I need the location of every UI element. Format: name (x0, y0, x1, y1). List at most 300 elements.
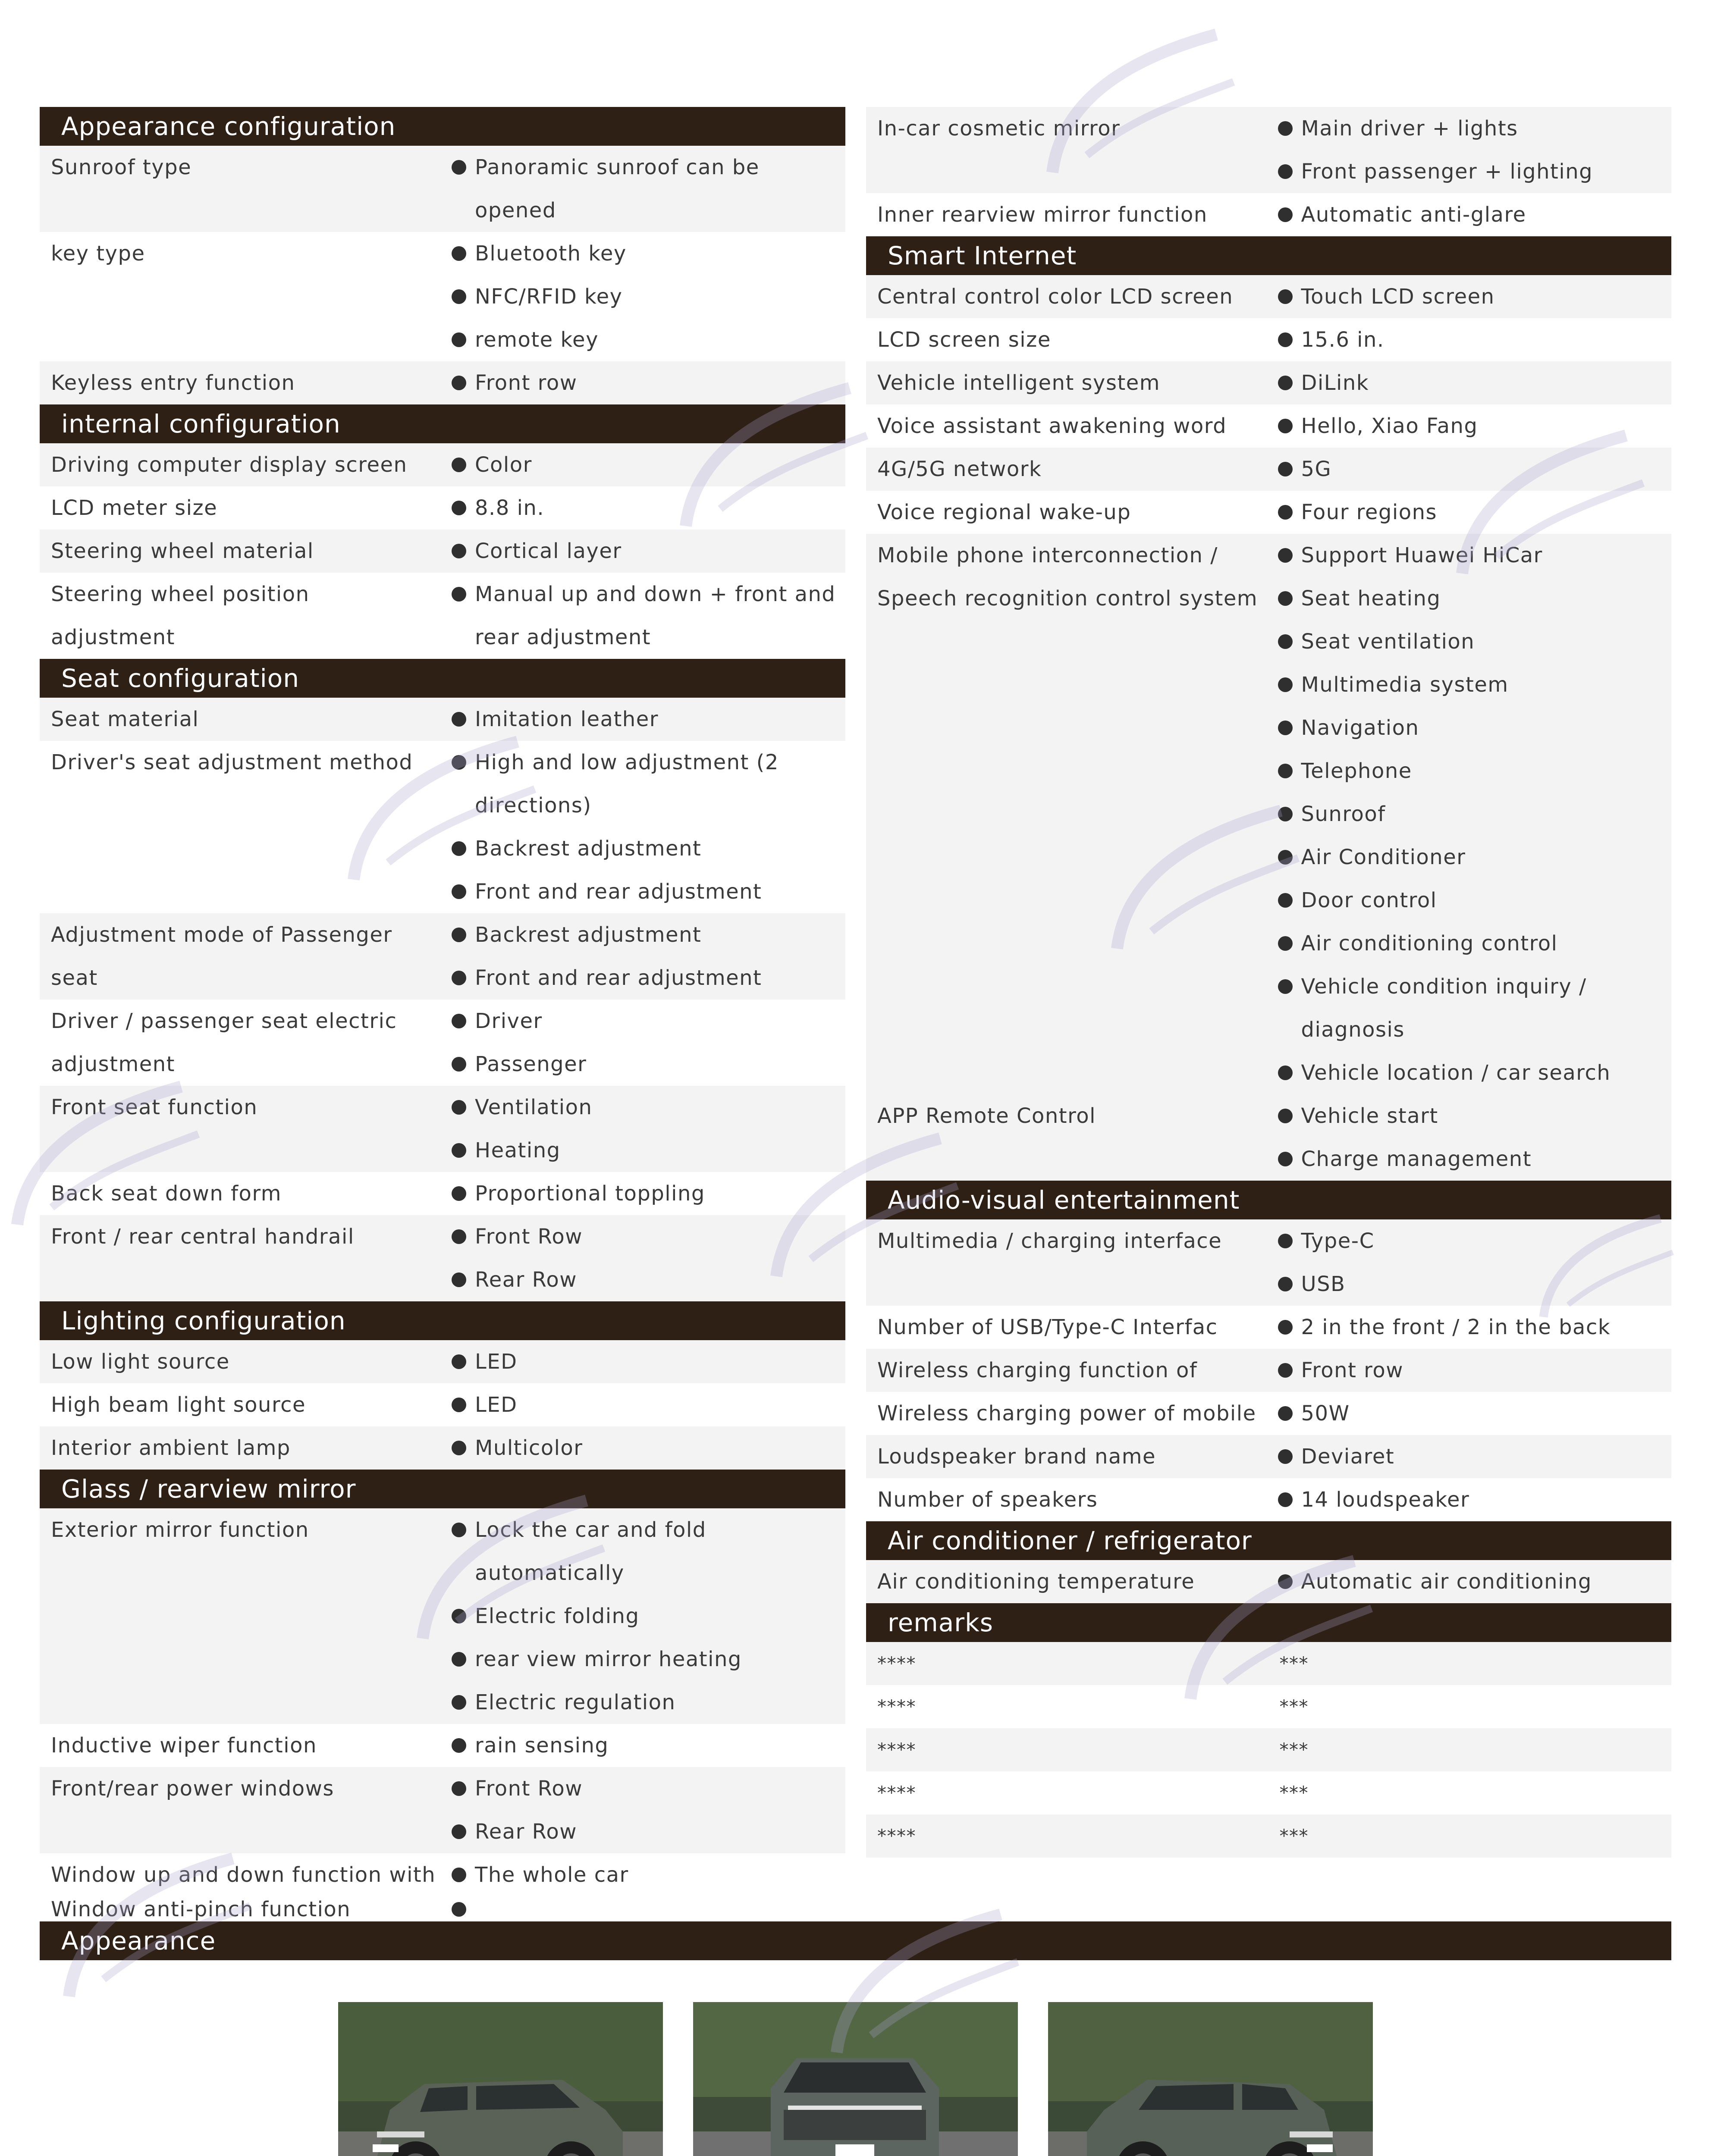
spec-value (452, 486, 845, 530)
spec-row (866, 1349, 1671, 1392)
overflow-row-key: Window anti-pinch function (51, 1897, 351, 1921)
spec-value (452, 146, 845, 189)
spec-values (1268, 1685, 1672, 1728)
spec-value-text: Seat heating (1301, 586, 1441, 611)
spec-label-line: Window up and down function with (51, 1863, 436, 1887)
spec-value (452, 1595, 845, 1638)
spec-value-text: Cortical layer (475, 539, 622, 563)
spec-value-text: Automatic anti-glare (1301, 203, 1526, 227)
spec-label (40, 741, 442, 913)
spec-label-line: **** (877, 1739, 916, 1760)
spec-label (40, 361, 442, 404)
spec-label-line: Loudspeaker brand name (877, 1445, 1156, 1469)
spec-value (452, 1000, 845, 1043)
spec-label (866, 1642, 1268, 1685)
bullet-icon (1278, 893, 1293, 908)
spec-row (866, 1685, 1671, 1728)
spec-value (452, 1551, 845, 1595)
spec-label (866, 107, 1268, 193)
spec-values (442, 741, 845, 913)
spec-value-text: Front passenger + lighting (1301, 160, 1593, 184)
spec-value (452, 1043, 845, 1086)
spec-label-line: Front / rear central handrail (51, 1225, 355, 1249)
spec-value (1278, 1560, 1672, 1603)
spec-value-text: USB (1301, 1272, 1346, 1296)
spec-value-text: Four regions (1301, 500, 1437, 524)
spec-label (866, 1219, 1268, 1306)
spec-values (442, 1340, 845, 1383)
bullet-icon (452, 332, 466, 347)
spec-value (1280, 1814, 1672, 1858)
spec-value (1278, 1478, 1672, 1521)
section-header: Smart Internet (866, 236, 1671, 275)
bullet-icon (452, 971, 466, 985)
spec-value (1278, 193, 1672, 236)
spec-value-text: Front row (475, 371, 578, 395)
spec-value-text: The whole car (475, 1863, 629, 1887)
spec-value-text: Vehicle condition inquiry / (1301, 975, 1587, 999)
spec-value-text: Electric regulation (475, 1690, 676, 1714)
spec-value-text: DiLink (1301, 371, 1369, 395)
spec-label-line: APP Remote Control (877, 1104, 1096, 1128)
spec-value-text: Front and rear adjustment (475, 880, 762, 904)
spec-row (866, 1814, 1671, 1858)
bullet-icon (1278, 721, 1293, 735)
spec-label (866, 1306, 1268, 1349)
appearance-header: Appearance (40, 1921, 1671, 1960)
spec-value (1278, 107, 1672, 150)
spec-row (866, 107, 1671, 193)
spec-label (40, 530, 442, 573)
spec-label-line: Seat material (51, 707, 199, 731)
spec-value (452, 189, 845, 232)
spec-value-text: rear view mirror heating (475, 1647, 742, 1671)
spec-values (1268, 275, 1672, 318)
bullet-icon (452, 1868, 466, 1882)
spec-values (442, 1215, 845, 1301)
spec-label (866, 1349, 1268, 1392)
spec-value-text: Telephone (1301, 759, 1412, 783)
spec-value (1280, 1771, 1672, 1814)
spec-values (442, 443, 845, 486)
spec-label (40, 443, 442, 486)
spec-label-line: Adjustment mode of Passenger (51, 923, 392, 947)
spec-label (866, 534, 1268, 577)
spec-value-text: Imitation leather (475, 707, 659, 731)
bullet-icon (452, 1143, 466, 1158)
spec-label-line: **** (877, 1696, 916, 1717)
bullet-icon (1278, 1320, 1293, 1335)
spec-label (40, 1172, 442, 1215)
spec-label (40, 1724, 442, 1767)
spec-label-line: Low light source (51, 1350, 230, 1374)
spec-value (452, 784, 845, 827)
spec-value (1278, 448, 1672, 491)
spec-value (1278, 275, 1672, 318)
spec-value-text: Automatic air conditioning (1301, 1570, 1592, 1594)
bullet-icon (452, 376, 466, 390)
spec-value (1278, 836, 1672, 879)
spec-value (1278, 1392, 1672, 1435)
car-photo-front (693, 2002, 1018, 2156)
spec-value-text: Proportional toppling (475, 1181, 705, 1206)
spec-value-text: LED (475, 1393, 518, 1417)
bullet-icon (1278, 376, 1293, 390)
spec-value-text: 50W (1301, 1401, 1350, 1426)
bullet-icon (452, 587, 466, 602)
spec-row (866, 534, 1671, 577)
spec-value-text: Support Huawei HiCar (1301, 543, 1543, 567)
spec-values (1268, 1392, 1672, 1435)
spec-label-line (877, 836, 1264, 879)
spec-values (1268, 318, 1672, 361)
bullet-icon (452, 1229, 466, 1244)
spec-values (442, 146, 845, 232)
spec-value (1278, 620, 1672, 663)
bullet-icon (1278, 591, 1293, 606)
spec-value-text: *** (1279, 1825, 1309, 1846)
spec-values (1268, 448, 1672, 491)
bullet-icon (452, 1441, 466, 1455)
spec-label-line: Inner rearview mirror function (877, 203, 1208, 227)
spec-label (40, 1426, 442, 1470)
spec-values (442, 1508, 845, 1724)
spec-value (1278, 749, 1672, 793)
spec-value (452, 1767, 845, 1810)
spec-values (442, 530, 845, 573)
spec-label-line: In-car cosmetic mirror (877, 116, 1121, 141)
bullet-icon (452, 1824, 466, 1839)
spec-value (1278, 1138, 1672, 1181)
spec-row (866, 491, 1671, 534)
spec-value-text: NFC/RFID key (475, 285, 623, 309)
spec-row (40, 1767, 845, 1853)
spec-label (866, 1560, 1268, 1603)
spec-label-line: Sunroof type (51, 155, 192, 179)
spec-value (1278, 1263, 1672, 1306)
spec-label-line: Voice assistant awakening word (877, 414, 1227, 438)
bullet-icon (452, 1609, 466, 1623)
bullet-icon (1278, 1449, 1293, 1464)
bullet-icon (1278, 1152, 1293, 1166)
bullet-icon (452, 755, 466, 770)
spec-row (40, 146, 845, 232)
spec-row (866, 1728, 1671, 1771)
spec-value-text: Vehicle start (1301, 1104, 1438, 1128)
spec-values (442, 232, 845, 361)
bullet-icon (452, 1057, 466, 1072)
spec-label (40, 1340, 442, 1383)
spec-label-line: Inductive wiper function (51, 1733, 317, 1758)
spec-value-text: Main driver + lights (1301, 116, 1518, 141)
spec-value-text: *** (1279, 1739, 1309, 1760)
spec-value (452, 443, 845, 486)
spec-label-line: LCD screen size (877, 328, 1051, 352)
spec-value-text: Type-C (1301, 1229, 1375, 1253)
spec-row (40, 486, 845, 530)
spec-values (1268, 404, 1672, 448)
spec-label (40, 1853, 442, 1896)
spec-value (1278, 150, 1672, 193)
spec-label (866, 318, 1268, 361)
spec-value-text: Multicolor (475, 1436, 583, 1460)
spec-label-line: **** (877, 1782, 916, 1803)
spec-value-text: Front and rear adjustment (475, 966, 762, 990)
section-header: Air conditioner / refrigerator (866, 1521, 1671, 1560)
spec-value (1278, 706, 1672, 749)
spec-values (1268, 1306, 1672, 1349)
spec-values (1268, 1560, 1672, 1603)
spec-label (866, 448, 1268, 491)
spec-value-text: 14 loudspeaker (1301, 1488, 1470, 1512)
spec-label (866, 361, 1268, 404)
spec-value (452, 616, 845, 659)
spec-value-text: Ventilation (475, 1095, 593, 1119)
bullet-icon (452, 246, 466, 261)
spec-value (1278, 577, 1672, 620)
spec-value (1278, 361, 1672, 404)
bullet-icon (452, 1523, 466, 1537)
spec-values (442, 698, 845, 741)
spec-value (452, 232, 845, 275)
spec-label (40, 486, 442, 530)
spec-value-text: Passenger (475, 1052, 587, 1076)
spec-label-line: Steering wheel position (51, 582, 310, 606)
spec-values (1268, 1771, 1672, 1814)
spec-label-line: Keyless entry function (51, 371, 295, 395)
bullet-icon (1278, 634, 1293, 649)
spec-label (866, 836, 1268, 1181)
bullet-icon (1278, 419, 1293, 433)
spec-label-line: Multimedia / charging interface (877, 1229, 1222, 1253)
spec-row (866, 404, 1671, 448)
spec-value-text: High and low adjustment (2 (475, 750, 779, 774)
spec-row (40, 1724, 845, 1767)
spec-value (1278, 1008, 1672, 1051)
spec-value-text: 5G (1301, 457, 1332, 481)
spec-label-line: **** (877, 1653, 916, 1674)
bullet-icon (1278, 1277, 1293, 1291)
spec-label (40, 1767, 442, 1853)
spec-label (866, 275, 1268, 318)
spec-value (452, 361, 845, 404)
spec-value-text: Manual up and down + front and (475, 582, 836, 606)
spec-value (1278, 922, 1672, 965)
spec-label-line: Interior ambient lamp (51, 1436, 291, 1460)
spec-value (452, 1638, 845, 1681)
spec-label-line: adjustment (51, 1052, 175, 1076)
spec-row (866, 836, 1671, 1181)
spec-label-line: Front/rear power windows (51, 1777, 334, 1801)
spec-value-text: Backrest adjustment (475, 923, 702, 947)
spec-label (40, 1383, 442, 1426)
spec-label (40, 573, 442, 659)
spec-label-line: Central control color LCD screen (877, 285, 1234, 309)
spec-label (866, 193, 1268, 236)
spec-value-text: opened (475, 198, 556, 222)
spec-label-line (877, 922, 1264, 965)
spec-value (452, 573, 845, 616)
bullet-icon (452, 1014, 466, 1028)
spec-value-text: Vehicle location / car search (1301, 1061, 1611, 1085)
spec-values (1268, 107, 1672, 193)
spec-row (40, 1383, 845, 1426)
spec-values (1268, 193, 1672, 236)
spec-label (40, 146, 442, 232)
spec-value (1278, 318, 1672, 361)
spec-value (452, 1426, 845, 1470)
spec-values (1268, 1349, 1672, 1392)
spec-value (1278, 1435, 1672, 1478)
bullet-icon (452, 160, 466, 175)
car-photo-front-left (338, 2002, 663, 2156)
spec-value (452, 827, 845, 870)
spec-value-text: automatically (475, 1561, 625, 1585)
spec-value-text: Electric folding (475, 1604, 640, 1628)
spec-label-line (877, 1051, 1264, 1094)
spec-values (442, 1000, 845, 1086)
spec-row (40, 913, 845, 1000)
bullet-icon (452, 841, 466, 856)
spec-value-text: Lock the car and fold (475, 1518, 706, 1542)
spec-value (1278, 663, 1672, 706)
bullet-icon (1278, 121, 1293, 136)
spec-value-text: Deviaret (1301, 1445, 1395, 1469)
spec-row (866, 1771, 1671, 1814)
bullet-icon (1278, 164, 1293, 179)
spec-row (40, 1340, 845, 1383)
spec-value-text: Rear Row (475, 1820, 577, 1844)
section-header: remarks (866, 1603, 1671, 1642)
bullet-icon (1278, 462, 1293, 476)
spec-value-text: LED (475, 1350, 518, 1374)
spec-label-line: Driver's seat adjustment method (51, 750, 413, 774)
spec-value (452, 698, 845, 741)
spec-value-text: Backrest adjustment (475, 837, 702, 861)
spec-value-text: Rear Row (475, 1268, 577, 1292)
spec-label-line: Voice regional wake-up (877, 500, 1131, 524)
spec-label-line: Steering wheel material (51, 539, 314, 563)
spec-row (866, 448, 1671, 491)
spec-row (866, 1219, 1671, 1306)
bullet-icon (1278, 850, 1293, 865)
spec-value-text: Door control (1301, 888, 1437, 912)
spec-value (1278, 1051, 1672, 1094)
spec-row (40, 741, 845, 913)
bullet-icon (1278, 1109, 1293, 1123)
spec-row (866, 275, 1671, 318)
spec-value (452, 1172, 845, 1215)
spec-label-line: **** (877, 1825, 916, 1846)
spec-value (452, 1086, 845, 1129)
spec-label-line: key type (51, 241, 145, 266)
spec-value-text: Air conditioning control (1301, 931, 1558, 956)
spec-row (866, 1306, 1671, 1349)
spec-value-text: Color (475, 453, 532, 477)
spec-value (452, 1724, 845, 1767)
spec-row (866, 1478, 1671, 1521)
spec-label (40, 1000, 442, 1086)
spec-value-text: Navigation (1301, 716, 1419, 740)
spec-value-text: *** (1279, 1653, 1309, 1674)
spec-values (442, 1426, 845, 1470)
spec-values (442, 1172, 845, 1215)
spec-value (1278, 491, 1672, 534)
spec-row (40, 1853, 845, 1896)
spec-label-line: Exterior mirror function (51, 1518, 309, 1542)
spec-value (452, 870, 845, 913)
spec-value (1278, 1349, 1672, 1392)
spec-value (452, 741, 845, 784)
bullet-icon (452, 1738, 466, 1753)
spec-values (1268, 1478, 1672, 1521)
bullet-icon (452, 712, 466, 727)
spec-value-text: Touch LCD screen (1301, 285, 1495, 309)
spec-row (40, 1000, 845, 1086)
bullet-icon (452, 928, 466, 942)
overflow-row-value (442, 1896, 475, 1922)
spec-value-text: directions) (475, 793, 592, 818)
bullet-icon (452, 289, 466, 304)
spec-value-text: Front Row (475, 1225, 583, 1249)
spec-value (1278, 534, 1672, 577)
spec-label (866, 1728, 1268, 1771)
spec-value (452, 1383, 845, 1426)
spec-row (40, 361, 845, 404)
spec-value-text: rain sensing (475, 1733, 609, 1758)
spec-values (1268, 491, 1672, 534)
spec-value (452, 275, 845, 318)
spec-value-text: 2 in the front / 2 in the back (1301, 1315, 1611, 1339)
section-header: Appearance configuration (40, 107, 845, 146)
spec-values (1268, 836, 1672, 1181)
spec-values (1268, 577, 1672, 836)
spec-value (452, 1681, 845, 1724)
spec-row (866, 361, 1671, 404)
spec-label-line: Mobile phone interconnection / (877, 543, 1218, 567)
spec-value (452, 1215, 845, 1258)
spec-value-text: Seat ventilation (1301, 630, 1475, 654)
spec-values (442, 486, 845, 530)
spec-value-text: Front row (1301, 1358, 1403, 1382)
bullet-icon (452, 544, 466, 558)
spec-label-line: Speech recognition control system (877, 586, 1258, 611)
spec-value-text: Air Conditioner (1301, 845, 1466, 869)
spec-label-line: High beam light source (51, 1393, 306, 1417)
spec-value (1278, 404, 1672, 448)
spec-values (1268, 534, 1672, 577)
spec-label (866, 1478, 1268, 1521)
spec-label-line: Driver / passenger seat electric (51, 1009, 397, 1033)
car-front-image (693, 2002, 1018, 2156)
bullet-icon (1278, 764, 1293, 778)
left-spec-column (40, 107, 845, 1896)
spec-values (1268, 1642, 1672, 1685)
spec-values (1268, 361, 1672, 404)
spec-label (866, 1814, 1268, 1858)
spec-label-line (877, 965, 1264, 1008)
bullet-icon (1278, 548, 1293, 563)
spec-value-text: rear adjustment (475, 625, 651, 649)
spec-value-text: diagnosis (1301, 1018, 1405, 1042)
spec-row (40, 1426, 845, 1470)
spec-value-text: Front Row (475, 1777, 583, 1801)
bullet-icon (452, 1398, 466, 1412)
spec-value (1278, 1219, 1672, 1263)
spec-values (442, 1383, 845, 1426)
spec-value (452, 1853, 845, 1896)
spec-row (40, 1215, 845, 1301)
